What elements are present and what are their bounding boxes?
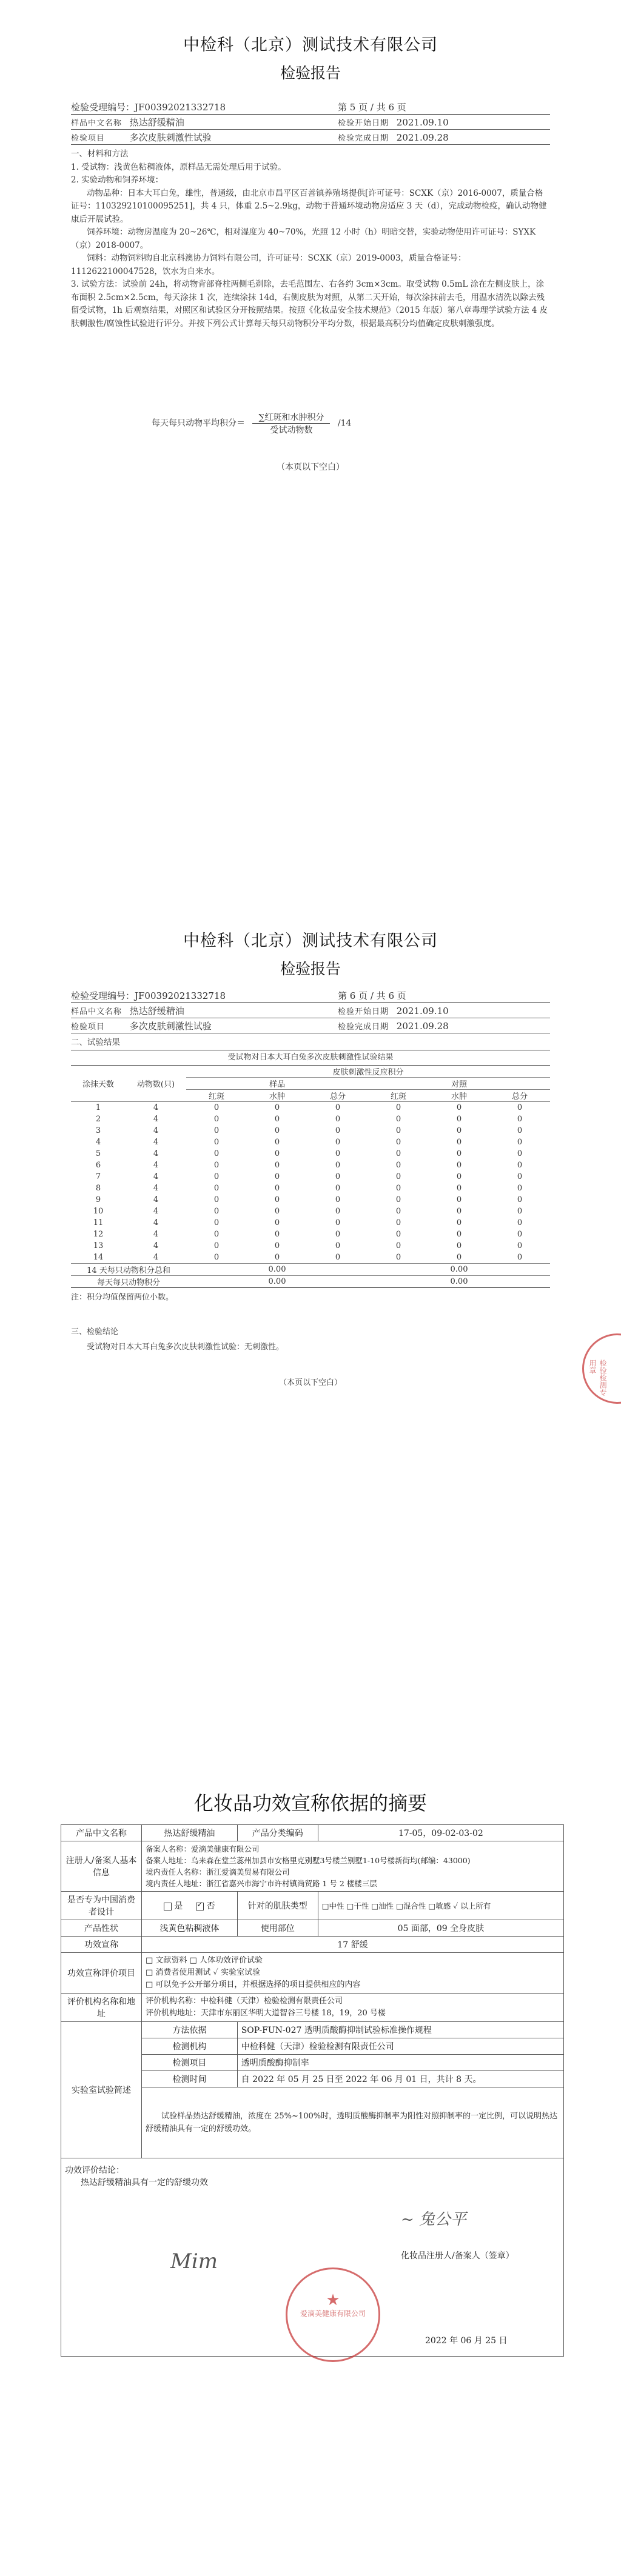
row-animals: 4 [153,1161,159,1170]
china-design-label: 是否专为中国消费者设计 [61,1892,142,1920]
row-edema-control: 0 [456,1149,462,1158]
conclusion-label: 功效评价结论： [65,2166,124,2175]
skin-type-sensitive[interactable]: □敏感 [428,1901,451,1910]
company-name: 中检科（北京）测试技术有限公司 [183,36,438,55]
row-erythema-sample: 0 [213,1103,220,1112]
methods-p3: 动物品种：日本大耳白兔，雄性，普通级，由北京市昌平区百善镇养殖场提供[许可证号：SCXK（京）2016-0007，质量合格证号：110329210100095251]，共 4 只，体重 2.5~2.9kg，动物于普通环境动物房适应 3 天（d），完成动物检疫，确认动物健康后开展试验。 [71,188,547,224]
acceptance-no: JF00392021332718 [135,990,226,1001]
row-erythema-control: 0 [395,1103,401,1112]
page-info: 第 5 页 / 共 6 页 [338,101,406,113]
col-total-control: 总分 [489,1090,550,1102]
start-date: 2021.09.10 [396,1005,449,1016]
col-day: 涂抹天数 [71,1066,126,1102]
yes-checkbox[interactable] [164,1903,172,1910]
row-edema-sample: 0 [274,1149,280,1158]
summary-table [61,1824,564,2357]
sum-sample: 0.00 [186,1264,368,1276]
row-edema-control: 0 [456,1161,462,1170]
row-day: 14 [93,1253,104,1262]
skin-type-dry[interactable]: □干性 [346,1901,369,1910]
row-edema-sample: 0 [274,1161,280,1170]
avg-control: 0.00 [368,1276,550,1288]
table-row [71,1183,550,1194]
sum-control: 0.00 [368,1264,550,1276]
methods-p6: 3. 试验方法：试验前 24h，将动物背部脊柱两侧毛剃除，去毛范围左、右各约 3cm×3cm。取受试物 0.5mL 涂在左侧皮肤上，涂布面积 2.5cm×2.5cm，每天涂抹 1 次，连续涂抹 14d，右侧皮肤为对照，从第二天开始，每次涂抹前去毛，用温水清洗以除去残留受试物，1h 后观察结果，对照区和试验区分开按照结果。按照《化妆品安全技术规范》（2015 年版）第八章毒理学试验方法 4 皮肤刺激性/腐蚀性试验进行评分。并按下列公式计算每天每只动物积分平均分数，根据最高积分均值确定皮肤刺激强度。 [71,279,548,329]
end-date: 2021.09.28 [396,132,449,143]
row-erythema-control: 0 [395,1241,401,1250]
results-table [71,1050,550,1387]
row-erythema-control: 0 [395,1138,401,1147]
lab-label: 实验室试验简述 [61,2022,142,2158]
acceptance-no-label: 检验受理编号： [71,990,135,1001]
signer-label: 化妆品注册人/备案人（签章） [401,2251,514,2261]
col-edema-sample: 水肿 [247,1090,307,1102]
class-code: 17-05，09-02-03-02 [318,1825,563,1841]
row-day: 8 [95,1184,101,1193]
row-edema-sample: 0 [274,1115,280,1124]
row-total-sample: 0 [335,1241,341,1250]
row-total-control: 0 [517,1149,523,1158]
row-erythema-control: 0 [395,1172,401,1181]
row-total-control: 0 [517,1126,523,1135]
efficacy-summary-page [0,1770,621,2576]
row-edema-control: 0 [456,1172,462,1181]
row-total-control: 0 [517,1103,523,1112]
yes-label: 是 [174,1901,183,1911]
row-total-sample: 0 [335,1115,341,1124]
table-caption: 受试物对日本大耳白兔多次皮肤刺激性试验结果 [71,1050,550,1066]
sample-name-label: 样品中文名称 [71,1007,123,1016]
conclusion-title: 三、检验结论 [71,1327,119,1336]
row-day: 1 [95,1103,101,1112]
sample-name: 热达舒缓精油 [129,1005,184,1016]
usage-label: 使用部位 [237,1920,318,1937]
skin-type-normal[interactable]: □中性 [321,1901,344,1910]
conclusion-text: 热达舒缓精油具有一定的舒缓功效 [81,2178,208,2187]
table-row [71,1125,550,1136]
row-edema-control: 0 [456,1253,462,1262]
lab-key-2: 检测机构 [142,2038,238,2055]
registrant-label: 注册人/备案人基本信息 [61,1841,142,1892]
col-sample: 样品 [186,1078,368,1090]
row-edema-sample: 0 [274,1195,280,1204]
row-day: 2 [95,1115,101,1124]
test-item: 多次皮肤刺激性试验 [129,1020,212,1032]
registrant-address: 备案人地址：乌来森在堂兰蕊州加县市安格里克别墅3号楼兰别墅1-10号楼新街均(邮编：43000) [146,1856,471,1865]
row-total-control: 0 [517,1138,523,1147]
score-formula [152,411,515,436]
inspection-stamp [582,1333,621,1404]
org-address: 评价机构地址：天津市东丽区华明大道智谷三号楼 18，19，20 号楼 [146,2009,386,2018]
report-header [71,988,550,1033]
start-date-label: 检验开始日期 [338,118,389,128]
methods-heading: 一、材料和方法 [71,149,129,159]
report-title: 检验报告 [280,64,341,82]
row-total-sample: 0 [335,1138,341,1147]
row-edema-control: 0 [456,1241,462,1250]
row-total-control: 0 [517,1184,523,1193]
col-total-sample: 总分 [307,1090,368,1102]
lab-value-2: 中检科健（天津）检验检测有限责任公司 [237,2038,563,2055]
row-animals: 4 [153,1184,159,1193]
row-edema-sample: 0 [274,1218,280,1227]
row-day: 7 [95,1172,101,1181]
method-line-1: □ 文献资料 □ 人体功效评价试验 [146,1956,263,1965]
row-total-sample: 0 [335,1149,341,1158]
row-erythema-sample: 0 [213,1161,220,1170]
row-total-sample: 0 [335,1230,341,1239]
row-erythema-sample: 0 [213,1230,220,1239]
row-edema-control: 0 [456,1103,462,1112]
blank-note: （本页以下空白） [278,1378,342,1387]
row-animals: 4 [153,1195,159,1204]
registrant-name: 备案人名称：爱滴美健康有限公司 [146,1844,260,1854]
formula-divisor: /14 [337,418,352,429]
row-erythema-sample: 0 [213,1115,220,1124]
row-erythema-sample: 0 [213,1241,220,1250]
methods-p2: 2. 实验动物和饲养环境： [71,175,164,185]
handwritten-signature-2: Mim [170,2249,218,2274]
row-erythema-sample: 0 [213,1207,220,1216]
row-total-sample: 0 [335,1103,341,1112]
row-erythema-sample: 0 [213,1253,220,1262]
row-animals: 4 [153,1115,159,1124]
col-control: 对照 [368,1078,550,1090]
methods-p1: 1. 受试物：浅黄色粘稠液体，原样品无需处理后用于试验。 [71,162,286,172]
row-day: 6 [95,1161,101,1170]
row-total-sample: 0 [335,1184,341,1193]
row-animals: 4 [153,1126,159,1135]
row-total-control: 0 [517,1195,523,1204]
col-edema-control: 水肿 [429,1090,489,1102]
row-edema-sample: 0 [274,1253,280,1262]
row-erythema-control: 0 [395,1218,401,1227]
lab-value-4: 自 2022 年 05 月 25 日至 2022 年 06 月 01 日，共计 8 天。 [237,2071,563,2087]
row-edema-sample: 0 [274,1126,280,1135]
table-row [71,1194,550,1206]
row-edema-control: 0 [456,1138,462,1147]
row-edema-control: 0 [456,1126,462,1135]
page-info: 第 6 页 / 共 6 页 [338,990,406,1001]
handwritten-signature: ~ 兔公平 [401,2211,467,2229]
row-animals: 4 [153,1241,159,1250]
formula-lhs: 每天每只动物平均积分＝ [152,418,245,429]
row-erythema-control: 0 [395,1126,401,1135]
method-options [142,1953,564,1994]
row-day: 3 [95,1126,101,1135]
row-erythema-sample: 0 [213,1218,220,1227]
row-day: 11 [93,1218,104,1227]
row-edema-sample: 0 [274,1138,280,1147]
methods-p5: 饲料：动物饲料购自北京科澳协力饲料有限公司，许可证号：SCXK（京）2019-0003，质量合格证号：1112622100047528，饮水为自来水。 [71,253,466,276]
row-erythema-control: 0 [395,1184,401,1193]
row-total-sample: 0 [335,1253,341,1262]
stamp-text: 检验检测专用章 [588,1360,607,1396]
company-stamp [286,2267,380,2362]
row-erythema-sample: 0 [213,1172,220,1181]
lab-key-1: 方法依据 [142,2022,238,2038]
conclusion-cell [61,2158,564,2357]
summary-title: 化妆品功效宣称依据的摘要 [193,1792,427,1815]
end-date-label: 检验完成日期 [338,133,389,143]
row-total-control: 0 [517,1253,523,1262]
table-row [71,1171,550,1183]
table-note: 注：积分均值保留两位小数。 [71,1293,174,1302]
org-label: 评价机构名称和地址 [61,1994,142,2022]
row-erythema-control: 0 [395,1115,401,1124]
no-label: 否 [206,1901,215,1911]
start-date: 2021.09.10 [396,116,449,128]
lab-value-3: 透明质酸酶抑制率 [237,2055,563,2071]
row-day: 4 [95,1138,101,1147]
method-line-3: □ 可以免予公开部分项目，并根据选择的项目提供相应的内容 [146,1980,361,1989]
row-total-sample: 0 [335,1195,341,1204]
acceptance-no: JF00392021332718 [135,101,226,113]
row-erythema-control: 0 [395,1161,401,1170]
row-day: 5 [95,1149,101,1158]
acceptance-no-label: 检验受理编号： [71,101,135,113]
row-total-control: 0 [517,1218,523,1227]
col-erythema-control: 红斑 [368,1090,429,1102]
row-edema-control: 0 [456,1184,462,1193]
row-total-control: 0 [517,1172,523,1181]
table-row [71,1136,550,1148]
row-animals: 4 [153,1172,159,1181]
table-row [71,1148,550,1160]
col-erythema-sample: 红斑 [186,1090,247,1102]
lab-result: 试验样品热达舒缓精油，浓度在 25%~100%时，透明质酸酶抑制率为阳性对照抑制率的一定比例，可以说明热达舒缓精油具有一定的舒缓功效。 [142,2087,564,2158]
claim-value: 17 舒缓 [142,1937,564,1953]
row-edema-control: 0 [456,1195,462,1204]
skin-type-oily[interactable]: □油性 [371,1901,394,1910]
row-total-control: 0 [517,1115,523,1124]
table-row [71,1217,550,1229]
row-erythema-sample: 0 [213,1184,220,1193]
row-day: 9 [95,1195,101,1204]
row-edema-sample: 0 [274,1230,280,1239]
report-title: 检验报告 [280,960,341,978]
product-name-label: 产品中文名称 [61,1825,142,1841]
row-erythema-sample: 0 [213,1149,220,1158]
skin-type-all[interactable]: ✓ 以上所有 [453,1901,491,1910]
sum-label: 14 天每只动物积分总和 [71,1264,186,1276]
sample-name: 热达舒缓精油 [129,116,184,128]
claim-label: 功效宣称 [61,1937,142,1953]
skin-type-label: 针对的肌肤类型 [237,1892,318,1920]
sample-name-label: 样品中文名称 [71,118,123,128]
method-line-2: □ 消费者使用测试 ✓ 实验室试验 [146,1968,261,1977]
row-edema-sample: 0 [274,1207,280,1216]
row-total-sample: 0 [335,1172,341,1181]
row-day: 12 [93,1230,104,1239]
org-info [142,1994,564,2022]
col-group: 皮肤刺激性反应积分 [186,1066,550,1078]
shape-value: 浅黄色粘稠液体 [142,1920,238,1937]
lab-key-3: 检测项目 [142,2055,238,2071]
report-page-6 [0,909,621,1594]
registrant-info [142,1841,564,1892]
row-animals: 4 [153,1218,159,1227]
formula-numerator: ∑红斑和水肿积分 [252,411,330,424]
results-heading: 二、试验结果 [71,1038,120,1047]
row-edema-sample: 0 [274,1172,280,1181]
company-name: 中检科（北京）测试技术有限公司 [183,932,438,950]
row-animals: 4 [153,1207,159,1216]
class-code-label: 产品分类编码 [237,1825,318,1841]
row-total-control: 0 [517,1207,523,1216]
row-edema-sample: 0 [274,1241,280,1250]
blank-note: （本页以下空白） [277,462,344,472]
domestic-agent-name: 境内责任人名称：浙江爱滴美贸易有限公司 [146,1867,290,1877]
row-animals: 4 [153,1230,159,1239]
avg-sample: 0.00 [186,1276,368,1288]
item-label: 检验项目 [71,1022,106,1032]
domestic-agent-address: 境内责任人地址：浙江省嘉兴市海宁市许村镇尚贸路 1 号 2 楼楼三层 [146,1879,377,1888]
method-label: 功效宣称评价项目 [61,1953,142,1994]
row-erythema-sample: 0 [213,1195,220,1204]
row-day: 10 [93,1207,104,1216]
row-total-control: 0 [517,1241,523,1250]
report-page-5 [0,0,621,697]
row-erythema-sample: 0 [213,1126,220,1135]
row-total-sample: 0 [335,1161,341,1170]
row-animals: 4 [153,1253,159,1262]
table-row [71,1206,550,1217]
row-total-sample: 0 [335,1218,341,1227]
shape-label: 产品性状 [61,1920,142,1937]
row-total-sample: 0 [335,1126,341,1135]
end-date-label: 检验完成日期 [338,1022,389,1032]
row-edema-control: 0 [456,1115,462,1124]
table-row [71,1113,550,1125]
row-edema-control: 0 [456,1230,462,1239]
row-total-control: 0 [517,1161,523,1170]
end-date: 2021.09.28 [396,1020,449,1032]
report-header [71,99,550,145]
row-edema-sample: 0 [274,1184,280,1193]
table-row [71,1229,550,1240]
table-row [71,1240,550,1252]
stamp-star-icon: ★ [326,2291,340,2309]
company-stamp-text: 爱滴美健康有限公司 [300,2309,366,2318]
table-row [71,1160,550,1171]
row-animals: 4 [153,1138,159,1147]
sign-date: 2022 年 06 月 25 日 [425,2336,508,2346]
avg-label: 每天每只动物积分 [71,1276,186,1288]
test-item: 多次皮肤刺激性试验 [129,132,212,143]
product-name: 热达舒缓精油 [142,1825,238,1841]
methods-p4: 饲养环境：动物房温度为 20~26℃，相对湿度为 40~70%，光照 12 小时（h）明暗交替，实验动物使用许可证号：SYXK（京）2018-0007。 [71,227,536,250]
row-total-sample: 0 [335,1207,341,1216]
row-erythema-control: 0 [395,1195,401,1204]
col-animals: 动物数(只) [126,1066,186,1102]
row-erythema-control: 0 [395,1207,401,1216]
org-name: 评价机构名称：中检科健（天津）检验检测有限责任公司 [146,1997,343,2006]
start-date-label: 检验开始日期 [338,1007,389,1016]
row-erythema-control: 0 [395,1230,401,1239]
table-row [71,1252,550,1264]
skin-type-options [318,1892,563,1920]
china-design-options [142,1892,238,1920]
row-erythema-sample: 0 [213,1138,220,1147]
no-checkbox[interactable] [196,1903,204,1910]
item-label: 检验项目 [71,133,106,143]
table-row [71,1102,550,1114]
lab-key-4: 检测时间 [142,2071,238,2087]
usage-value: 05 面部，09 全身皮肤 [318,1920,563,1937]
formula-denominator: 受试动物数 [270,425,313,435]
row-erythema-control: 0 [395,1149,401,1158]
lab-value-1: SOP-FUN-027 透明质酸酶抑制试验标准操作规程 [237,2022,563,2038]
methods-body [71,148,550,330]
row-animals: 4 [153,1149,159,1158]
conclusion-text: 受试物对日本大耳白兔多次皮肤刺激性试验：无刺激性。 [87,1343,284,1352]
row-total-control: 0 [517,1230,523,1239]
row-day: 13 [93,1241,104,1250]
row-edema-control: 0 [456,1207,462,1216]
row-edema-sample: 0 [274,1103,280,1112]
row-erythema-control: 0 [395,1253,401,1262]
row-animals: 4 [153,1103,159,1112]
skin-type-mixed[interactable]: □混合性 [396,1901,426,1910]
row-edema-control: 0 [456,1218,462,1227]
